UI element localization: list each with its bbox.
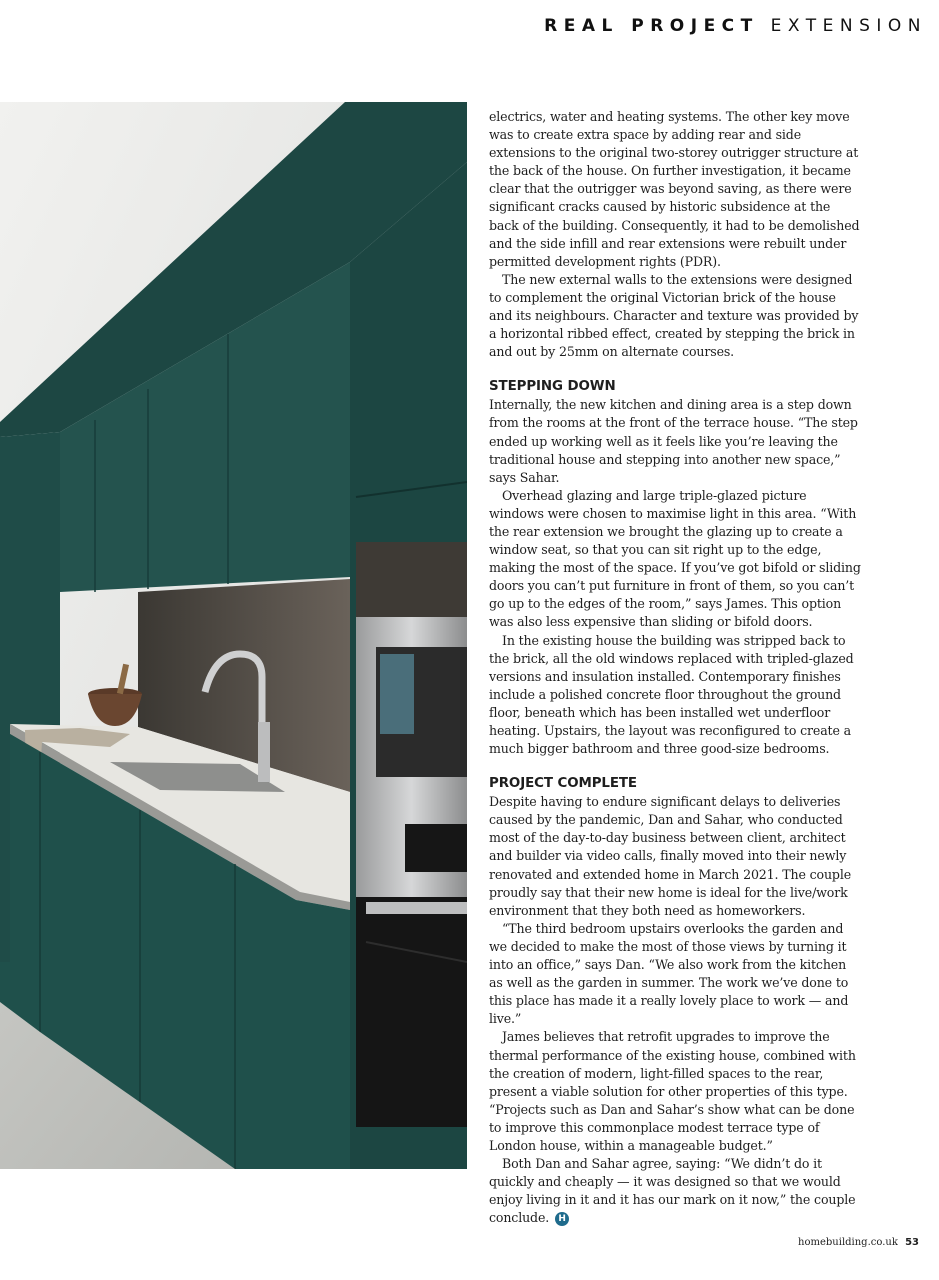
paragraph-step-down: Internally, the new kitchen and dining area is a step down from the rooms at the front of the terrace house. “The step ended up working well as it feels like you’re leaving the traditional house and stepping into another new space,” says Sahar. [489, 397, 858, 485]
section-header-bold: REAL PROJECT [544, 16, 759, 36]
paragraph-glazing: Overhead glazing and large triple-glazed picture windows were chosen to maximise light in this area. “With the rear extension we brought the glazing up to create a window seat, so that you can sit right up to the edge, making the most of the space. If you’ve got bifold or sliding doors you can’t put furniture in front of them, so you can’t go up to the edges of the room,” says James. This option was also less expensive than sliding or bifold doors. [489, 487, 861, 630]
kitchen-illustration [0, 102, 467, 1169]
kitchen-photo [0, 102, 467, 1169]
paragraph-retrofit: James believes that retrofit upgrades to improve the thermal performance of the existing house, combined with the creation of modern, light-filled spaces to the rear, present a viable solution for other properties of this type. “Projects such as Dan and Sahar’s show what can be done to improve this commonplace modest terrace type of London house, within a manageable budget.” [489, 1029, 856, 1153]
paragraph-intro: electrics, water and heating systems. The other key move was to create extra space by adding rear and side extensions to the original two-storey outrigger structure at the back of the house. On further investigation, it became clear that the outrigger was beyond saving, as there were significant cracks caused by historic subsidence at the back of the building. Consequently, it had to be demolished and the side infill and rear extensions were rebuilt under permitted development rights (PDR). [489, 109, 860, 269]
footer-site: homebuilding.co.uk [798, 1237, 898, 1248]
paragraph-delays: Despite having to endure significant delays to deliveries caused by the pandemic, Dan and Sahar, who conducted most of the day-to-day business between client, architect and builder via video calls, finally moved into their newly renovated and extended home in March 2021. The couple proudly say that their new home is ideal for the live/work environment that they both need as homeworkers. [489, 794, 851, 918]
section-header-light: EXTENSION [770, 16, 927, 36]
end-mark-icon: H [555, 1212, 569, 1226]
page-footer [798, 1237, 919, 1248]
article-body [489, 108, 861, 1227]
paragraph-office: “The third bedroom upstairs overlooks the garden and we decided to make the most of those views by turning it into an office,” says Dan. “We also work from the kitchen as well as the garden in summer. The work we’ve done to this place has made it a really lovely place to work — and live.” [489, 920, 849, 1027]
paragraph-conclusion [489, 1155, 861, 1227]
heading-stepping-down: STEPPING DOWN [489, 379, 616, 395]
paragraph-external-walls: The new external walls to the extensions were designed to complement the original Victorian brick of the house and its neighbours. Character and texture was provided by a horizontal ribbed effect, created by stepping the brick in and out by 25mm on alternate courses. [489, 271, 859, 360]
heading-project-complete: PROJECT COMPLETE [489, 776, 637, 792]
conclusion-text: Both Dan and Sahar agree, saying: “We didn’t do it quickly and cheaply — it was designed so that we would enjoy living in it and it has our mark on it now,” the couple conclude. [489, 1156, 856, 1226]
page-number: 53 [905, 1237, 919, 1248]
section-header [500, 16, 927, 36]
paragraph-existing-house: In the existing house the building was stripped back to the brick, all the old windows replaced with tripled-glazed versions and insulation installed. Contemporary finishes include a polished concrete floor throughout the ground floor, beneath which has been installed wet underfloor heating. Upstairs, the layout was reconfigured to create a much bigger bathroom and three good-size bedrooms. [489, 632, 854, 757]
